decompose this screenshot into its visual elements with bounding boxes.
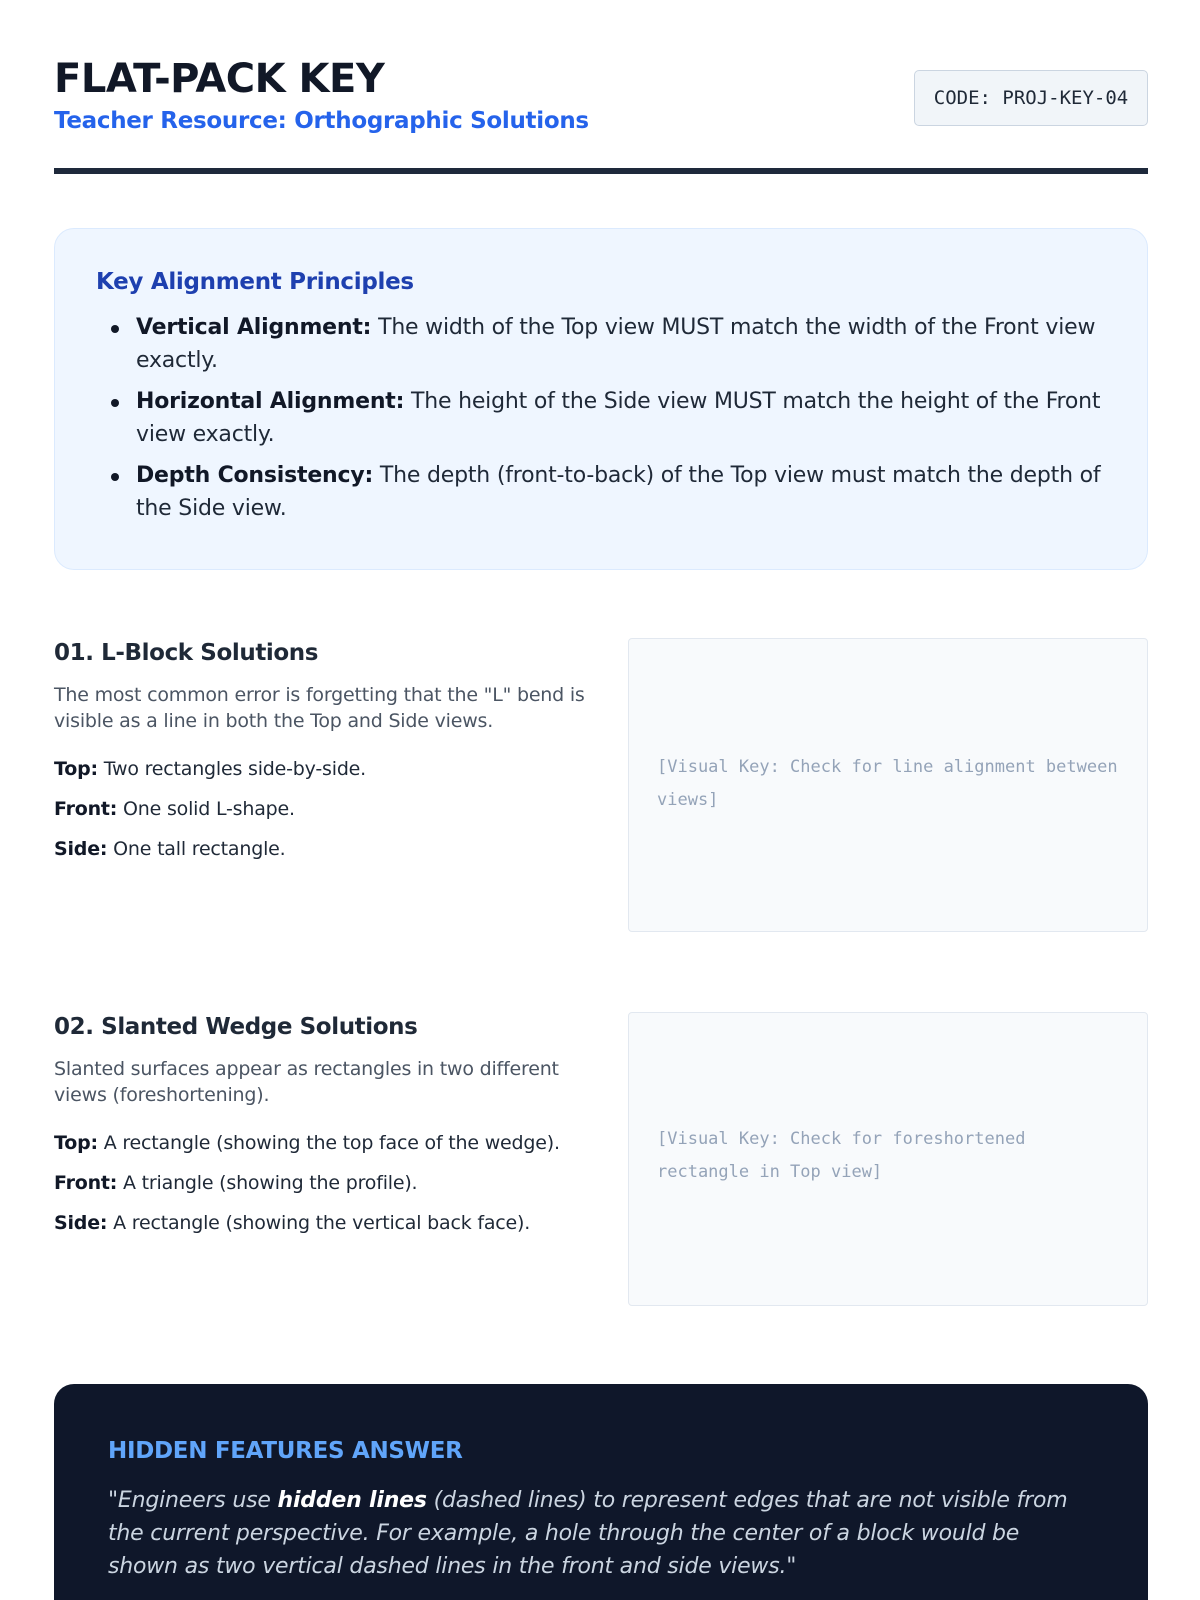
principle-item bbox=[96, 459, 1107, 525]
section-l-block bbox=[54, 638, 1148, 932]
principle-text: The width of the Top view MUST match the width of the Front view exactly. bbox=[136, 315, 1096, 373]
view-label: Front: bbox=[54, 1172, 118, 1194]
bullet-icon bbox=[111, 399, 119, 407]
view-text: A rectangle (showing the top face of the wedge). bbox=[97, 1132, 560, 1154]
view-front bbox=[54, 1170, 594, 1196]
visual-key-placeholder bbox=[628, 1012, 1148, 1306]
hidden-features-box bbox=[54, 1384, 1148, 1600]
principles-list bbox=[96, 311, 1107, 525]
principle-item bbox=[96, 311, 1107, 377]
view-side bbox=[54, 1210, 594, 1236]
view-label: Side: bbox=[54, 838, 108, 860]
code-badge: CODE: PROJ-KEY-04 bbox=[914, 70, 1148, 126]
view-label: Front: bbox=[54, 798, 118, 820]
view-side bbox=[54, 836, 594, 862]
visual-key-placeholder bbox=[628, 638, 1148, 932]
view-text: Two rectangles side-by-side. bbox=[97, 758, 367, 780]
quote-emphasis: hidden lines bbox=[277, 1488, 427, 1513]
view-text: A rectangle (showing the vertical back face). bbox=[107, 1212, 531, 1234]
visual-key-text: [Visual Key: Check for foreshortened rectangle in Top view] bbox=[657, 1129, 1026, 1182]
hidden-features-quote bbox=[108, 1484, 1094, 1583]
view-front bbox=[54, 796, 594, 822]
view-top bbox=[54, 1130, 594, 1156]
section-content bbox=[54, 1012, 594, 1250]
view-top bbox=[54, 756, 594, 782]
principle-text: The depth (front-to-back) of the Top view must match the depth of the Side view. bbox=[136, 463, 1101, 521]
page-title: FLAT-PACK KEY bbox=[54, 56, 385, 102]
view-text: One tall rectangle. bbox=[107, 838, 286, 860]
bullet-icon bbox=[111, 325, 119, 333]
principle-label: Depth Consistency: bbox=[136, 463, 374, 488]
visual-key-text: [Visual Key: Check for line alignment between views] bbox=[657, 757, 1118, 810]
quote-text: (dashed lines) to represent edges that are not visible from the current perspective. For example, a hole through the center of a block would be shown as two vertical dashed lines in the front and side views." bbox=[108, 1488, 1068, 1579]
principle-label: Vertical Alignment: bbox=[136, 315, 372, 340]
principle-label: Horizontal Alignment: bbox=[136, 389, 405, 414]
view-list bbox=[54, 756, 594, 862]
principle-item bbox=[96, 385, 1107, 451]
header bbox=[54, 0, 1148, 174]
view-list bbox=[54, 1130, 594, 1236]
view-text: One solid L-shape. bbox=[117, 798, 295, 820]
section-title: 01. L-Block Solutions bbox=[54, 640, 319, 666]
view-label: Top: bbox=[54, 1132, 98, 1154]
page-subtitle: Teacher Resource: Orthographic Solutions bbox=[54, 108, 589, 134]
principles-box bbox=[54, 228, 1148, 570]
principle-text: The height of the Side view MUST match the height of the Front view exactly. bbox=[136, 389, 1101, 447]
page bbox=[54, 0, 1148, 1579]
quote-text: "Engineers use bbox=[108, 1488, 278, 1513]
section-slanted-wedge bbox=[54, 1012, 1148, 1306]
view-text: A triangle (showing the profile). bbox=[117, 1172, 418, 1194]
view-label: Side: bbox=[54, 1212, 108, 1234]
section-description: Slanted surfaces appear as rectangles in two different views (foreshortening). bbox=[54, 1058, 559, 1106]
bullet-icon bbox=[111, 473, 119, 481]
section-title: 02. Slanted Wedge Solutions bbox=[54, 1014, 418, 1040]
principles-heading: Key Alignment Principles bbox=[96, 269, 414, 295]
section-description: The most common error is forgetting that the "L" bend is visible as a line in both the Top and Side views. bbox=[54, 684, 585, 732]
view-label: Top: bbox=[54, 758, 98, 780]
hidden-features-heading: HIDDEN FEATURES ANSWER bbox=[108, 1438, 463, 1464]
section-content bbox=[54, 638, 594, 876]
